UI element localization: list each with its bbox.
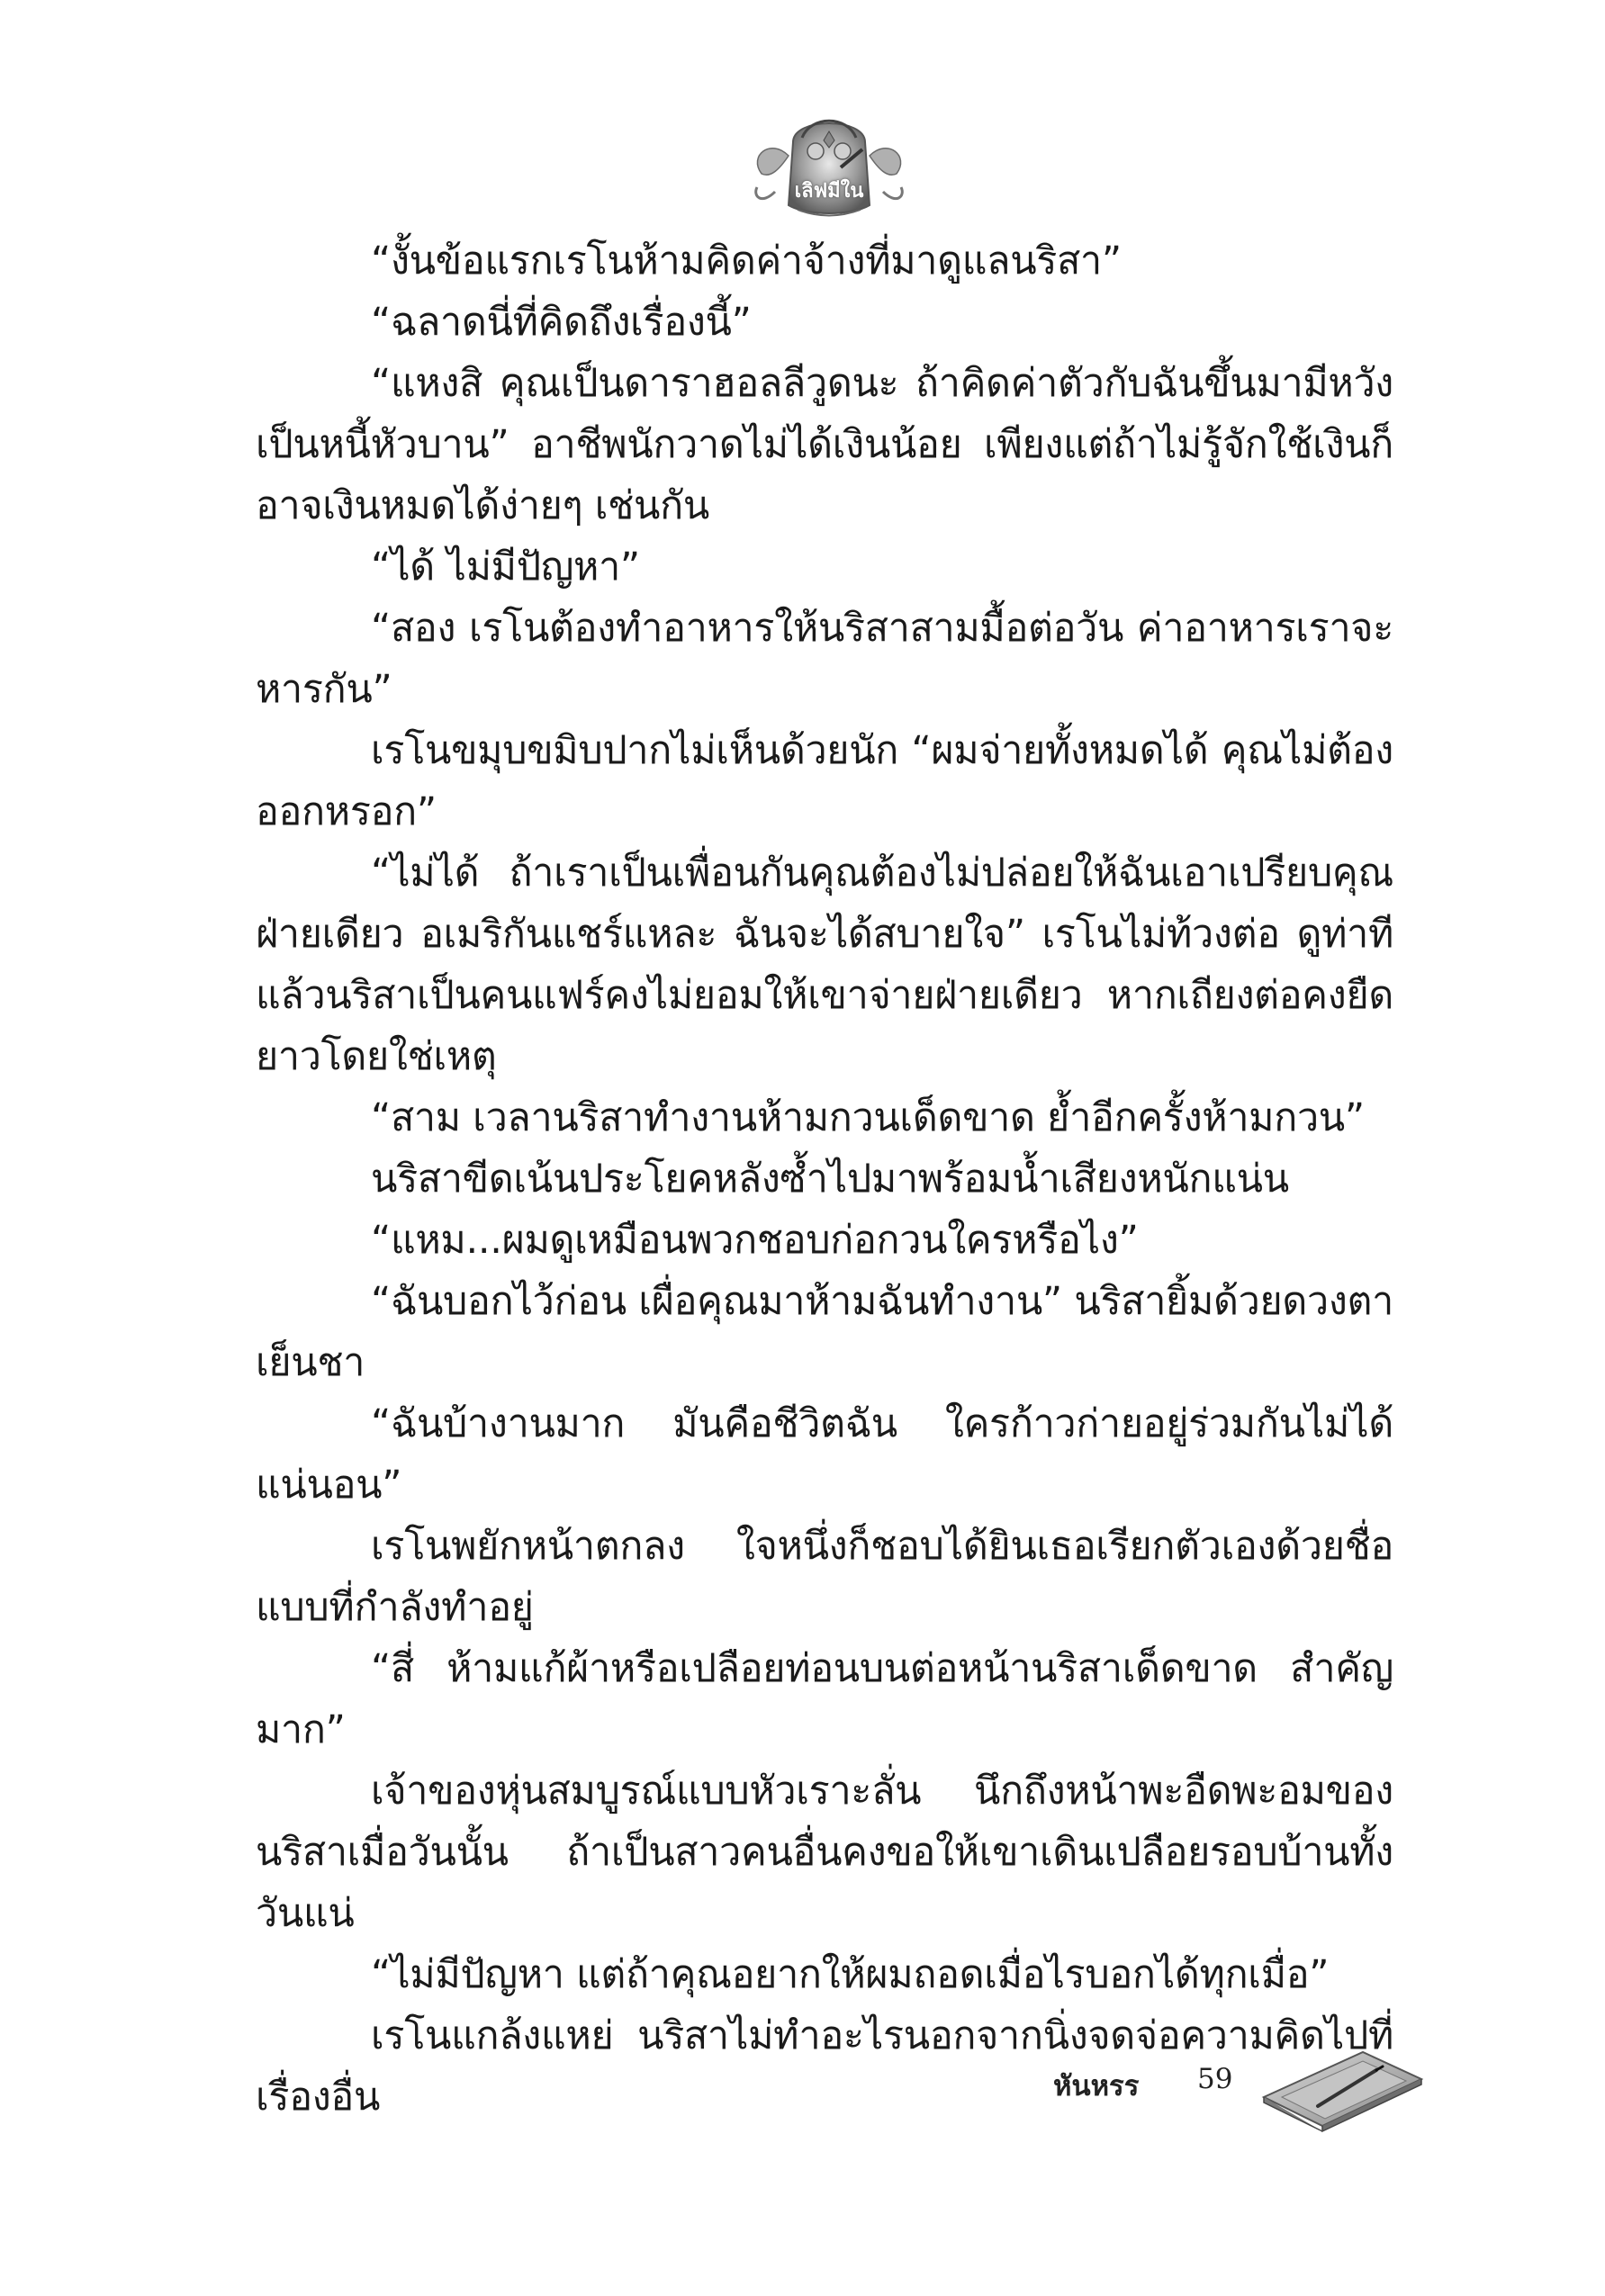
paragraph: “งั้นข้อแรกเรโนห้ามคิดค่าจ้างที่มาดูแลนริสา”	[371, 239, 1122, 284]
body-text	[256, 230, 1393, 2128]
paragraph: “ได้ ไม่มีปัญหา”	[371, 545, 640, 590]
paragraph: “สี่ ห้ามแก้ผ้าหรือเปลือยท่อนบนต่อหน้านริสาเด็ดขาด สำคัญมาก”	[256, 1646, 1393, 1752]
drawing-tablet-icon	[1255, 2043, 1426, 2133]
paragraph: “แหม...ผมดูเหมือนพวกชอบก่อกวนใครหรือไง”	[371, 1218, 1139, 1263]
logo-text: เลิฟมีใน	[794, 179, 864, 203]
book-title: หันหรร	[1053, 2070, 1140, 2102]
paragraph: “ฉลาดนี่ที่คิดถึงเรื่องนี้”	[371, 300, 752, 345]
paragraph: “ไม่มีปัญหา แต่ถ้าคุณอยากให้ผมถอดเมื่อไรบอกได้ทุกเมื่อ”	[371, 1952, 1330, 1997]
page-number: 59	[1197, 2063, 1233, 2095]
paragraph: “แหงสิ คุณเป็นดาราฮอลลีวูดนะ ถ้าคิดค่าตัวกับฉันขึ้นมามีหวังเป็นหนี้หัวบาน” อาชีพนักวาดไม่ได้เงินน้อย เพียงแต่ถ้าไม่รู้จักใช้เงินก็อาจเงินหมดได้ง่ายๆ เช่นกัน	[256, 361, 1393, 528]
paragraph: “ฉันบ้างานมาก มันคือชีวิตฉัน ใครก้าวก่ายอยู่ร่วมกันไม่ได้แน่นอน”	[256, 1401, 1393, 1508]
ornament-logo	[744, 106, 915, 223]
paragraph: “สาม เวลานริสาทำงานห้ามกวนเด็ดขาด ย้ำอีกครั้งห้ามกวน”	[371, 1095, 1365, 1140]
paragraph: “ฉันบอกไว้ก่อน เผื่อคุณมาห้ามฉันทำงาน” นริสายิ้มด้วยดวงตาเย็นชา	[256, 1279, 1393, 1385]
page-footer	[1053, 2043, 1440, 2142]
paragraph: เจ้าของหุ่นสมบูรณ์แบบหัวเราะลั่น นึกถึงหน้าพะอืดพะอมของนริสาเมื่อวันนั้น ถ้าเป็นสาวคนอื่นคงขอให้เขาเดินเปลือยรอบบ้านทั้งวันแน่	[256, 1769, 1393, 1936]
paragraph: เรโนขมุบขมิบปากไม่เห็นด้วยนัก “ผมจ่ายทั้งหมดได้ คุณไม่ต้องออกหรอก”	[256, 728, 1393, 834]
paragraph: “สอง เรโนต้องทำอาหารให้นริสาสามมื้อต่อวัน ค่าอาหารเราจะหารกัน”	[256, 606, 1393, 712]
paragraph: เรโนแกล้งแหย่ นริสาไม่ทำอะไรนอกจากนิ่งจดจ่อความคิดไปที่เรื่องอื่น	[256, 2013, 1393, 2120]
paragraph: “ไม่ได้ ถ้าเราเป็นเพื่อนกันคุณต้องไม่ปล่อยให้ฉันเอาเปรียบคุณฝ่ายเดียว อเมริกันแชร์แหละ ฉันจะได้สบายใจ” เรโนไม่ท้วงต่อ ดูท่าทีแล้วนริสาเป็นคนแฟร์คงไม่ยอมให้เขาจ่ายฝ่ายเดียว หากเถียงต่อคงยืดยาวโดยใช่เหตุ	[256, 851, 1393, 1079]
paragraph: เรโนพยักหน้าตกลง ใจหนึ่งก็ชอบได้ยินเธอเรียกตัวเองด้วยชื่อแบบที่กำลังทำอยู่	[256, 1524, 1393, 1630]
paragraph: นริสาขีดเน้นประโยคหลังซ้ำไปมาพร้อมน้ำเสียงหนักแน่น	[371, 1157, 1289, 1202]
